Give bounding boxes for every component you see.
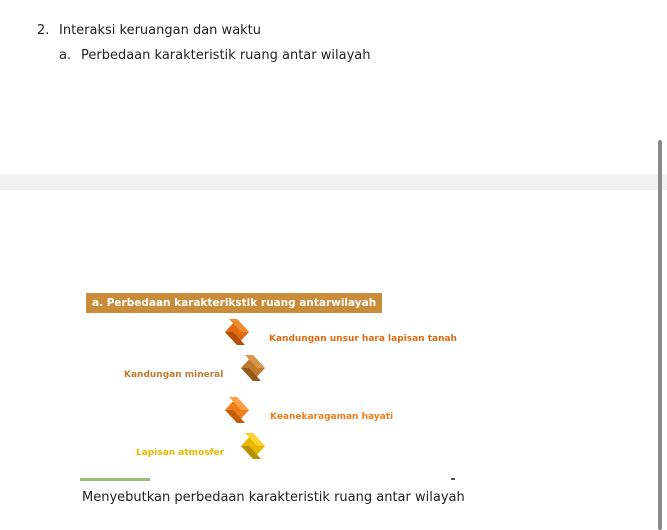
label-mineral: Kandungan mineral [124, 370, 224, 380]
caption: Menyebutkan perbedaan karakteristik ruang antar wilayah [82, 490, 465, 505]
label-biodiversity: Keanekaragaman hayati [270, 412, 394, 422]
image-border-line [80, 478, 150, 481]
subheading-letter: a. [59, 48, 72, 63]
section-heading: Interaksi keruangan dan waktu [59, 23, 262, 38]
diagram-title: a. Perbedaan karakterikstik ruang antarwilayah [86, 293, 382, 313]
zigzag-segment-2 [241, 355, 265, 381]
subsection-heading: Perbedaan karakteristik ruang antar wilayah [81, 48, 371, 63]
label-atmosphere: Lapisan atmosfer [136, 448, 225, 458]
label-soil-nutrients: Kandungan unsur hara lapisan tanah [269, 334, 457, 344]
diagram [84, 293, 464, 479]
zigzag-segment-3 [225, 397, 249, 423]
scrollbar[interactable] [658, 140, 662, 530]
zigzag-segment-4 [241, 433, 265, 459]
heading-number: 2. [37, 23, 50, 38]
image-corner-mark [451, 478, 455, 480]
zigzag-segment-1 [225, 319, 249, 345]
page-break [0, 174, 667, 190]
